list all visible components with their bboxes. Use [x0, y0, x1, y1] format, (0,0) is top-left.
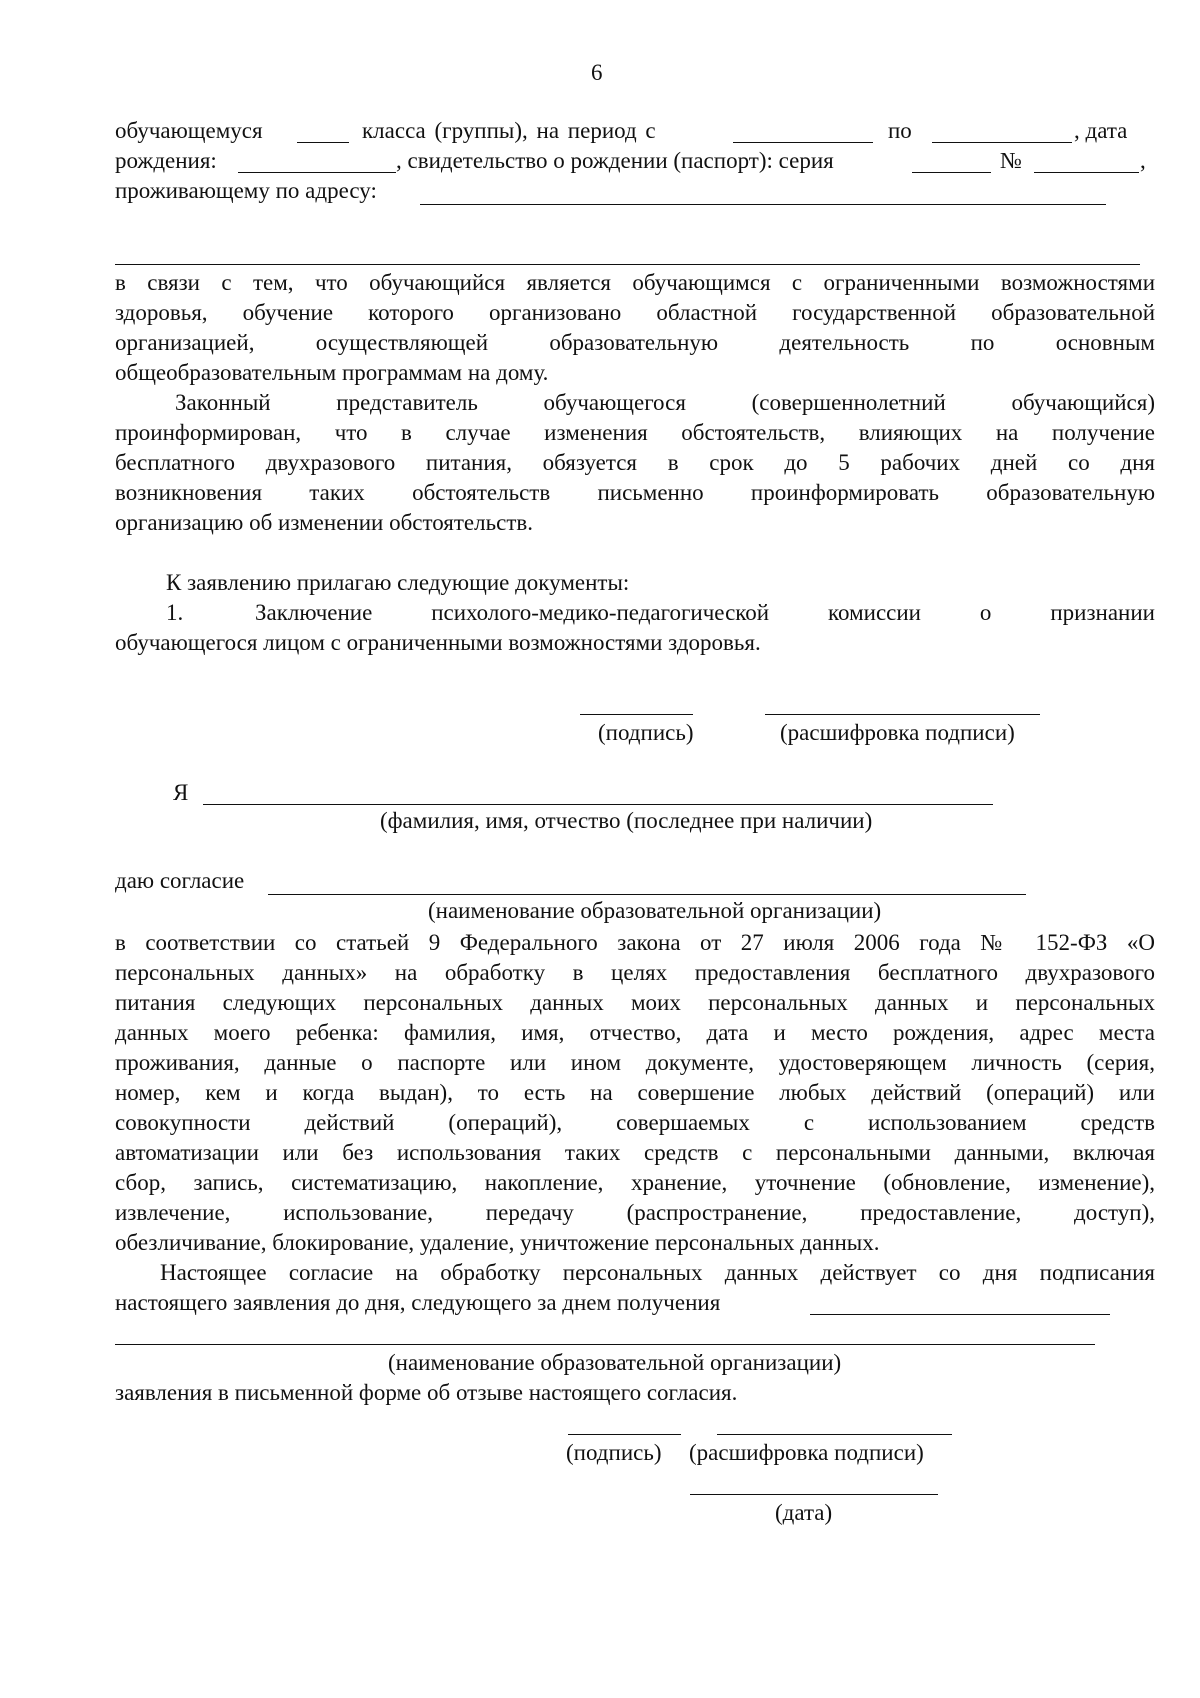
fio-caption: (фамилия, имя, отчество (последнее при наличии): [380, 808, 873, 833]
header-comma: ,: [1140, 148, 1146, 173]
para2-line: бесплатного двухразового питания, обязуется в срок до 5 рабочих дней со дня: [115, 450, 1155, 475]
signature-caption: (подпись): [598, 720, 694, 745]
class-blank[interactable]: [297, 142, 349, 143]
para2-line: проинформирован, что в случае изменения обстоятельств, влияющих на получение: [115, 420, 1155, 445]
period-from-blank[interactable]: [733, 142, 873, 143]
header-class-label: класса (группы), на период с: [362, 118, 656, 143]
consent-body-line: проживания, данные о паспорте или ином документе, удостоверяющем личность (серия,: [115, 1050, 1155, 1075]
organization-caption: (наименование образовательной организации): [428, 898, 882, 923]
header-birth-label: рождения:: [115, 148, 217, 173]
revoke-text: заявления в письменной форме об отзыве настоящего согласия.: [115, 1380, 738, 1405]
receiving-organization-blank[interactable]: [810, 1314, 1110, 1315]
number-blank[interactable]: [1034, 172, 1139, 173]
receiving-organization-blank-2[interactable]: [115, 1344, 1095, 1345]
consent-body-line: данных моего ребенка: фамилия, имя, отчество, дата и место рождения, адрес места: [115, 1020, 1155, 1045]
para2-line: организацию об изменении обстоятельств.: [115, 510, 533, 535]
consent-body-line: сбор, запись, систематизацию, накопление, хранение, уточнение (обновление, изменение),: [115, 1170, 1155, 1195]
consent-body-line: питания следующих персональных данных моих персональных данных и персональных: [115, 990, 1155, 1015]
signature-blank-2[interactable]: [568, 1434, 681, 1435]
give-consent-label: даю согласие: [115, 868, 245, 893]
consent-ya-label: Я: [173, 780, 189, 805]
signature-blank[interactable]: [580, 714, 693, 715]
para2-line: Законный представитель обучающегося (совершеннолетний обучающийся): [175, 390, 1155, 415]
validity-line: Настоящее согласие на обработку персональных данных действует со дня подписания: [160, 1260, 1155, 1285]
series-blank[interactable]: [912, 172, 991, 173]
signature-decode-blank-2[interactable]: [717, 1434, 952, 1435]
consent-body-line: обезличивание, блокирование, удаление, уничтожение персональных данных.: [115, 1230, 880, 1255]
address-blank-2[interactable]: [115, 264, 1140, 265]
attachment-item-number: 1.: [166, 600, 184, 625]
signature-decode-caption: (расшифровка подписи): [780, 720, 1015, 745]
consent-body-line: в соответствии со статьей 9 Федерального закона от 27 июля 2006 года № 152-ФЗ «О: [115, 930, 1155, 955]
attachment-item-line: обучающегося лицом с ограниченными возможностями здоровья.: [115, 630, 761, 655]
consent-body-line: автоматизации или без использования таких средств с персональными данными, включая: [115, 1140, 1155, 1165]
para1-line: в связи с тем, что обучающийся является обучающимся с ограниченными возможностями: [115, 270, 1155, 295]
page-number: 6: [591, 60, 603, 85]
signature-caption-2: (подпись): [566, 1440, 662, 1465]
organization-caption-2: (наименование образовательной организации): [388, 1350, 842, 1375]
header-number-label: №: [1000, 148, 1022, 173]
address-blank[interactable]: [420, 204, 1106, 205]
header-certificate-label: , свидетельство о рождении (паспорт): серия: [396, 148, 834, 173]
attachment-item-line: Заключение психолого-медико-педагогической комиссии о признании: [255, 600, 1155, 625]
signature-decode-caption-2: (расшифровка подписи): [689, 1440, 924, 1465]
fio-blank[interactable]: [203, 804, 993, 805]
para1-line: общеобразовательным программам на дому.: [115, 360, 549, 385]
date-caption: (дата): [775, 1500, 833, 1525]
header-address-label: проживающему по адресу:: [115, 178, 377, 203]
organization-blank[interactable]: [268, 894, 1026, 895]
birth-date-blank[interactable]: [238, 172, 396, 173]
signature-decode-blank[interactable]: [765, 714, 1040, 715]
period-to-blank[interactable]: [932, 142, 1072, 143]
date-blank[interactable]: [690, 1494, 938, 1495]
para1-line: здоровья, обучение которого организовано областной государственной образовательной: [115, 300, 1155, 325]
consent-body-line: совокупности действий (операций), совершаемых с использованием средств: [115, 1110, 1155, 1135]
para1-line: организацией, осуществляющей образовательную деятельность по основным: [115, 330, 1155, 355]
consent-body-line: номер, кем и когда выдан), то есть на совершение любых действий (операций) или: [115, 1080, 1155, 1105]
validity-line-2: настоящего заявления до дня, следующего за днем получения: [115, 1290, 721, 1315]
header-student-label: обучающемуся: [115, 118, 263, 143]
para2-line: возникновения таких обстоятельств письменно проинформировать образовательную: [115, 480, 1155, 505]
header-date-label: , дата: [1074, 118, 1128, 143]
consent-body-line: персональных данных» на обработку в целях предоставления бесплатного двухразового: [115, 960, 1155, 985]
header-to-label: по: [888, 118, 912, 143]
attachments-intro: К заявлению прилагаю следующие документы:: [166, 570, 630, 595]
consent-body-line: извлечение, использование, передачу (распространение, предоставление, доступ),: [115, 1200, 1155, 1225]
